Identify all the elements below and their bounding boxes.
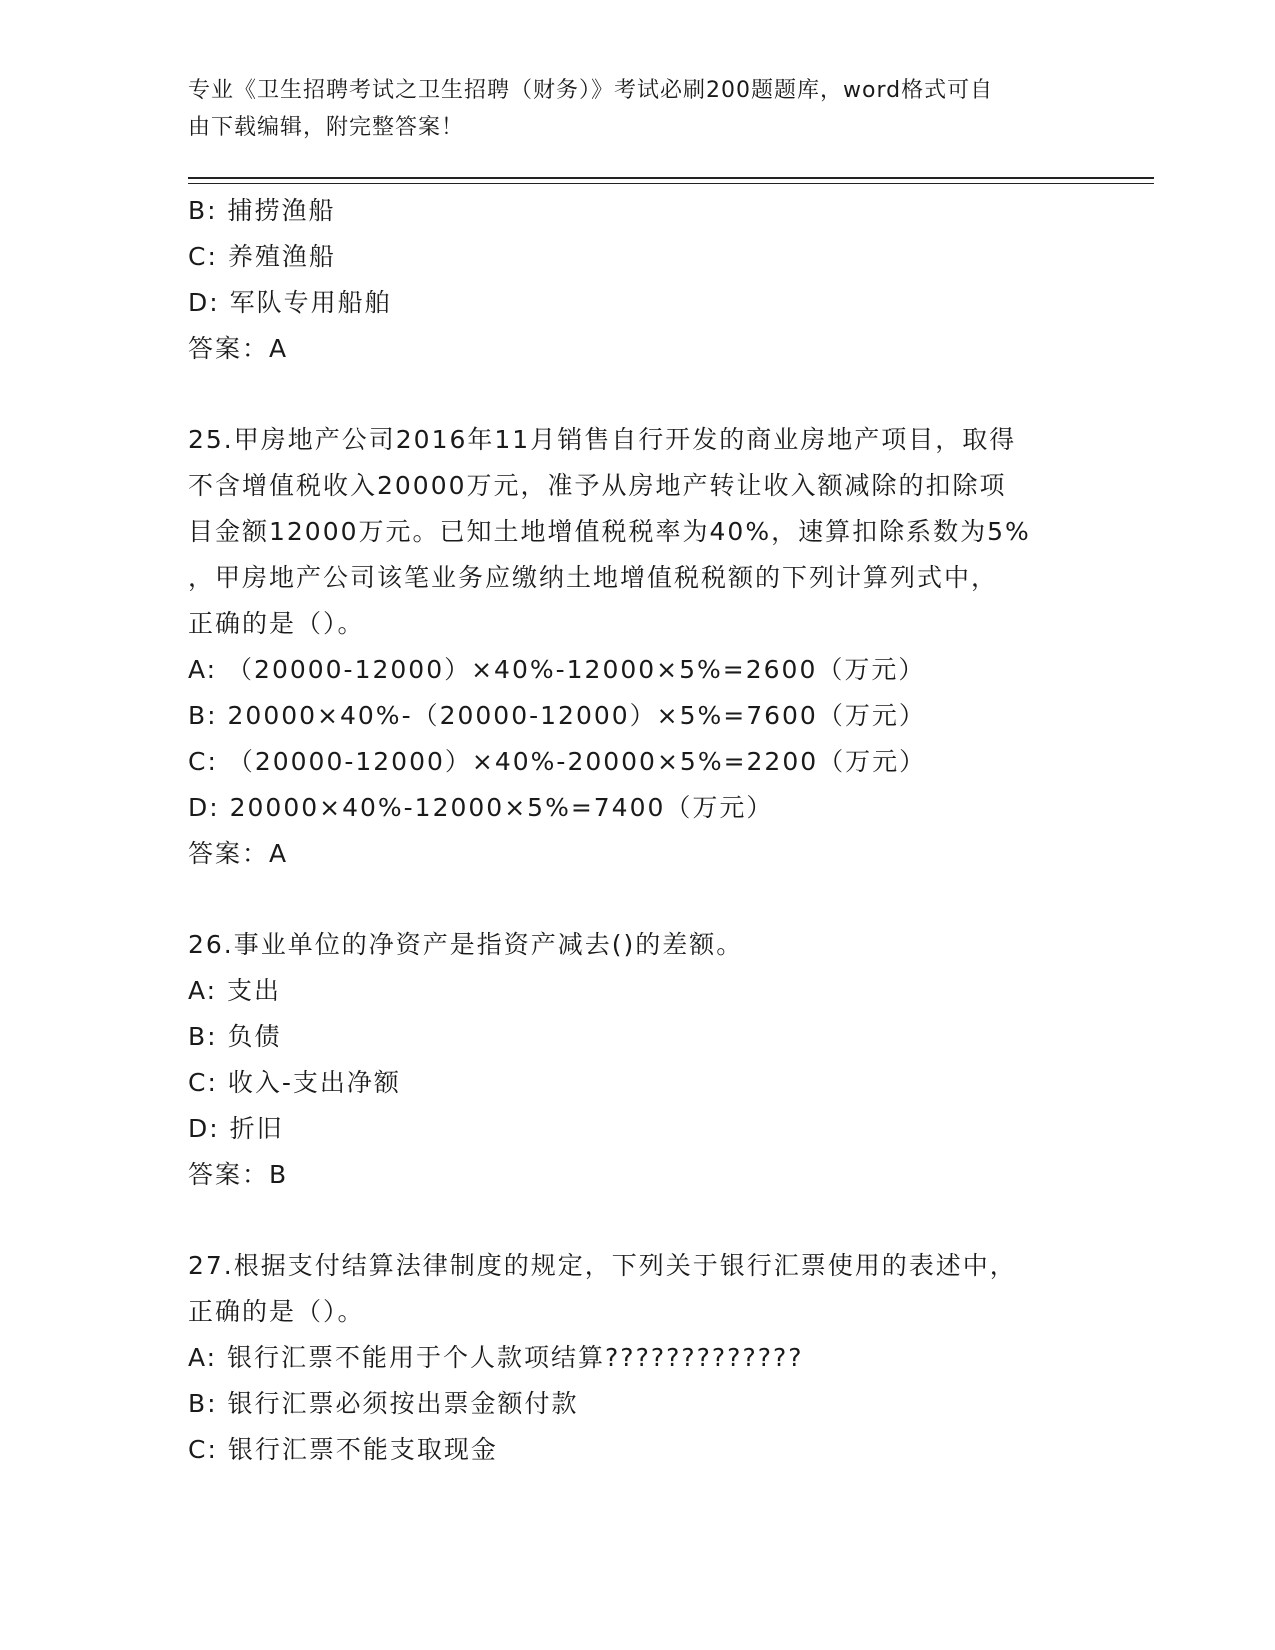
header-divider-thin	[188, 183, 1154, 184]
spacer	[188, 877, 1088, 922]
question-26	[188, 922, 1088, 1198]
option-a: A: （20000-12000）×40%-12000×5%=2600（万元）	[188, 655, 926, 684]
option-b: B: 银行汇票必须按出票金额付款	[188, 1389, 579, 1418]
question-stem-line: 正确的是（）。	[188, 609, 365, 638]
answer: 答案：A	[188, 839, 289, 868]
option-d: D: 折旧	[188, 1114, 284, 1143]
question-stem-line: 目金额12000万元。已知土地增值税税率为40%，速算扣除系数为5%	[188, 517, 1031, 546]
question-content	[188, 188, 1088, 1473]
question-24-tail	[188, 188, 1088, 372]
option-b: B: 20000×40%-（20000-12000）×5%=7600（万元）	[188, 701, 926, 730]
question-stem-line: 25.甲房地产公司2016年11月销售自行开发的商业房地产项目，取得	[188, 425, 1017, 454]
answer: 答案：B	[188, 1160, 289, 1189]
spacer	[188, 372, 1088, 417]
option-b: B: 负债	[188, 1022, 282, 1051]
option-c: C: 银行汇票不能支取现金	[188, 1435, 498, 1464]
question-stem: 26.事业单位的净资产是指资产减去()的差额。	[188, 930, 744, 959]
question-stem-line: 不含增值税收入20000万元，准予从房地产转让收入额减除的扣除项	[188, 471, 1007, 500]
option-d: D: 军队专用船舶	[188, 288, 392, 317]
question-27	[188, 1243, 1088, 1473]
question-stem-line: ，甲房地产公司该笔业务应缴纳土地增值税税额的下列计算列式中，	[188, 563, 999, 592]
option-a: A: 支出	[188, 976, 282, 1005]
option-a: A: 银行汇票不能用于个人款项结算?????????????	[188, 1343, 804, 1372]
document-header	[188, 72, 1088, 146]
header-line-1: 专业《卫生招聘考试之卫生招聘（财务）》考试必刷200题题库，word格式可自	[188, 78, 994, 103]
question-25	[188, 417, 1088, 877]
option-c: C: （20000-12000）×40%-20000×5%=2200（万元）	[188, 747, 927, 776]
header-line-2: 由下载编辑，附完整答案！	[188, 115, 465, 140]
question-stem-line: 27.根据支付结算法律制度的规定，下列关于银行汇票使用的表述中，	[188, 1251, 1017, 1280]
answer: 答案：A	[188, 334, 289, 363]
question-stem-line: 正确的是（）。	[188, 1297, 365, 1326]
spacer	[188, 1198, 1088, 1243]
option-b: B: 捕捞渔船	[188, 196, 336, 225]
header-divider-thick	[188, 177, 1154, 179]
option-c: C: 养殖渔船	[188, 242, 336, 271]
option-d: D: 20000×40%-12000×5%=7400（万元）	[188, 793, 774, 822]
option-c: C: 收入-支出净额	[188, 1068, 401, 1097]
